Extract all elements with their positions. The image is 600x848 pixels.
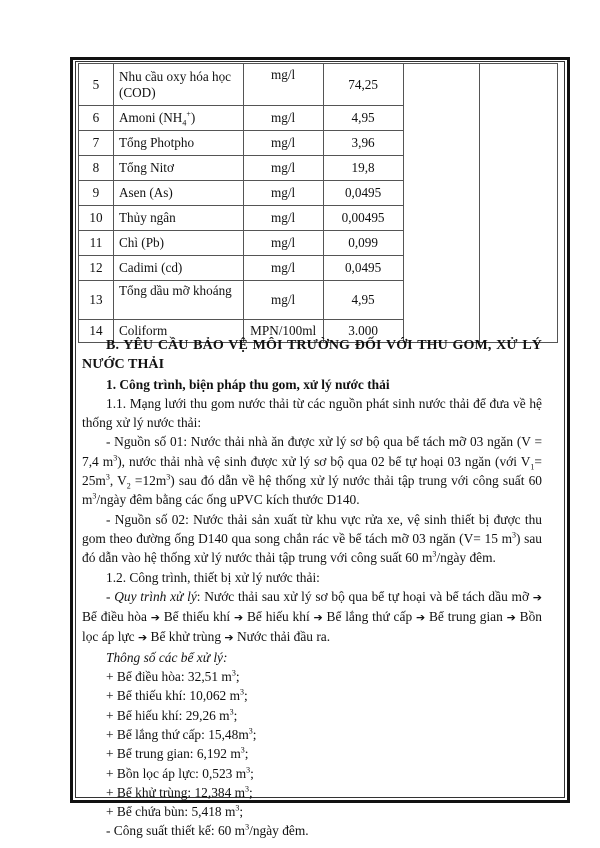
unit: mg/l <box>243 64 323 106</box>
parameter-name: Cadimi (cd) <box>113 256 243 281</box>
process-step: Bồn lọc áp lực <box>82 609 542 645</box>
empty-column-1 <box>403 64 480 343</box>
parameter-name: Amoni $(NH_4^+)$ <box>113 106 243 131</box>
process-step: Bể trung gian <box>425 609 507 625</box>
process-step: Bể điều hòa <box>82 609 151 625</box>
row-number: 12 <box>79 256 114 281</box>
arrow-right-icon: ➔ <box>313 611 323 625</box>
value: 4,95 <box>323 281 403 320</box>
unit: mg/l <box>243 106 323 131</box>
unit: mg/l <box>243 231 323 256</box>
value: 0,0495 <box>323 256 403 281</box>
arrow-right-icon: ➔ <box>150 611 160 625</box>
parameters-table <box>78 63 558 343</box>
value: 0,099 <box>323 231 403 256</box>
arrow-right-icon: ➔ <box>506 611 516 625</box>
unit: mg/l <box>243 181 323 206</box>
empty-column-2 <box>480 64 558 343</box>
parameter-name: Coliform <box>113 320 243 343</box>
arrow-right-icon: ➔ <box>532 590 542 604</box>
param-item: + Bể trung gian: 6,192 $m^3$; <box>106 745 249 762</box>
param-item: + Bể hiếu khí: 29,26 $m^3$; <box>106 707 238 723</box>
process-step: Bể lắng thứ cấp <box>322 609 416 625</box>
arrow-right-icon: ➔ <box>224 631 234 645</box>
row-number: 6 <box>79 106 114 131</box>
arrow-right-icon: ➔ <box>415 611 426 625</box>
table-row <box>79 64 558 106</box>
param-item: + Bồn lọc áp lực: 0,523 $m^3$; <box>106 765 254 781</box>
param-item: + Bể chứa bùn: 5,418 $m^3$; <box>106 803 244 820</box>
unit: mg/l <box>243 206 323 231</box>
process-label: Quy trình xử lý <box>114 588 197 604</box>
process-step: Bể hiếu khí <box>243 609 314 625</box>
section-b-heading: B. YÊU CẦU BẢO VỆ MÔI TRƯỜNG ĐỐI VỚI THU GOM, XỬ LÝ NƯỚC THẢI <box>82 338 542 373</box>
param-item: + Bể khử trùng: 12,384 $m^3$; <box>106 784 253 800</box>
param-item: + Bể thiếu khí: 10,062 $m^3$; <box>106 687 248 704</box>
unit: mg/l <box>243 281 323 320</box>
params-list <box>82 667 542 821</box>
unit: mg/l <box>243 156 323 181</box>
row-number: 7 <box>79 131 114 156</box>
row-number: 8 <box>79 156 114 181</box>
process-step: Nước thải đầu ra. <box>233 629 331 645</box>
source-2-paragraph: - Nguồn số 02: Nước thải sản xuất từ khu vực rửa xe, vệ sinh thiết bị được thu gom theo đường ống D140 qua song chắn rác về bể tách mỡ 03 ngăn (V= 15 $m^3$) sau đó dẫn vào hệ thống xử lý nước thải tập trung với công suất 60 $m^3$/ngày đêm. <box>82 511 542 566</box>
parameter-name: Asen (As) <box>113 181 243 206</box>
source-1-paragraph: - Nguồn số 01: Nước thải nhà ăn được xử lý sơ bộ qua bể tách mỡ 03 ngăn (V = 7,4 $m^3$), nước thải nhà vệ sinh được xử lý sơ bộ qua 02 bể tự hoại 03 ngăn (với $V_1= 25m^3$, $V_2 =12m^3$) sau đó dẫn về hệ thống xử lý nước thải tập trung với công suất 60 $m^3$/ngày đêm bằng các ống uPVC kích thước D140. <box>82 434 542 508</box>
unit: mg/l <box>243 256 323 281</box>
capacity-line: - Công suất thiết kế: 60 $m^3$/ngày đêm. <box>106 822 309 839</box>
param-item: + Bể lắng thứ cấp: $15,48m^3$; <box>106 726 257 742</box>
subsection-1-heading: 1. Công trình, biện pháp thu gom, xử lý nước thải <box>106 376 390 392</box>
row-number: 10 <box>79 206 114 231</box>
paragraph-1-2: 1.2. Công trình, thiết bị xử lý nước thải: <box>106 569 320 585</box>
row-number: 9 <box>79 181 114 206</box>
row-number: 14 <box>79 320 114 343</box>
paragraph-1-1: 1.1. Mạng lưới thu gom nước thải từ các nguồn phát sinh nước thải để đưa về hệ thống xử lý nước thải: <box>82 395 542 431</box>
section-b-body <box>82 336 542 841</box>
row-number: 13 <box>79 281 114 320</box>
parameter-name: Thủy ngân <box>113 206 243 231</box>
parameter-name: Tổng Photpho <box>113 131 243 156</box>
parameter-name: Tổng dầu mỡ khoáng <box>113 281 243 320</box>
process-step: Bể khử trùng <box>147 629 225 645</box>
value: 19,8 <box>323 156 403 181</box>
parameter-name: Tổng Nitơ <box>113 156 243 181</box>
process-step: Bể thiếu khí <box>159 609 234 625</box>
value: 0,00495 <box>323 206 403 231</box>
value: 74,25 <box>323 64 403 106</box>
arrow-right-icon: ➔ <box>233 611 244 625</box>
unit: MPN/100ml <box>243 320 323 343</box>
arrow-right-icon: ➔ <box>137 631 148 645</box>
value: 0,0495 <box>323 181 403 206</box>
value: 3,96 <box>323 131 403 156</box>
process-paragraph: - Quy trình xử lý: Nước thải sau xử lý sơ bộ qua bể tự hoại và bể tách dầu mỡ ➔ Bể điều hòa ➔ Bể thiếu khí ➔ Bể hiếu khí ➔ Bể lắng thứ cấp ➔ Bể trung gian ➔ Bồn lọc áp lực ➔ Bể khử trùng ➔ Nước thải đầu ra. <box>82 588 542 645</box>
parameter-name: Chì (Pb) <box>113 231 243 256</box>
value: 3.000 <box>323 320 403 343</box>
param-item: + Bể điều hòa: 32,51 $m^3$; <box>106 668 240 685</box>
parameter-name: Nhu cầu oxy hóa học (COD) <box>113 64 243 106</box>
unit: mg/l <box>243 131 323 156</box>
value: 4,95 <box>323 106 403 131</box>
params-heading: Thông số các bể xử lý: <box>106 649 228 665</box>
row-number: 11 <box>79 231 114 256</box>
row-number: 5 <box>79 64 114 106</box>
